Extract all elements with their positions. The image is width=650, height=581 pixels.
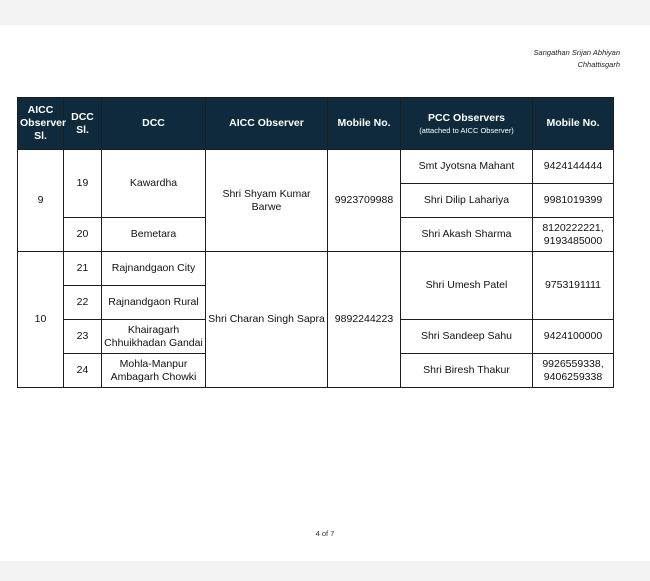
col-pcc-title: PCC Observers bbox=[427, 111, 506, 124]
viewer-top-band bbox=[0, 0, 650, 25]
dcc-name-cell: Kawardha bbox=[102, 150, 206, 218]
dcc-name-cell: Rajnandgaon City bbox=[102, 252, 206, 286]
pcc-mobile-cell: 9981019399 bbox=[533, 184, 614, 218]
header-line-2: Chhattisgarh bbox=[577, 60, 620, 69]
pcc-mobile-cell: 8120222221, 9193485000 bbox=[533, 218, 614, 252]
page-number: 4 of 7 bbox=[315, 529, 335, 538]
col-pcc-observers bbox=[401, 98, 533, 150]
page-header bbox=[534, 47, 620, 71]
dcc-name-cell: Mohla-Manpur Ambagarh Chowki bbox=[102, 354, 206, 388]
pcc-mobile-cell: 9424144444 bbox=[533, 150, 614, 184]
dcc-sl-cell: 19 bbox=[64, 150, 102, 218]
dcc-name-cell: Rajnandgaon Rural bbox=[102, 286, 206, 320]
document-page bbox=[0, 25, 650, 561]
col-pcc-note: (attached to AICC Observer) bbox=[419, 125, 514, 135]
pcc-mobile-cell: 9424100000 bbox=[533, 320, 614, 354]
pcc-observer-cell: Shri Umesh Patel bbox=[401, 252, 533, 320]
col-mobile: Mobile No. bbox=[328, 98, 401, 150]
pcc-observer-cell: Shri Biresh Thakur bbox=[401, 354, 533, 388]
viewer-bottom-band bbox=[0, 561, 650, 581]
aicc-observer-cell: Shri Shyam Kumar Barwe bbox=[206, 150, 328, 252]
dcc-name-cell: Bemetara bbox=[102, 218, 206, 252]
dcc-name-cell: Khairagarh Chhuikhadan Gandai bbox=[102, 320, 206, 354]
col-aicc-sl: AICC Observer Sl. bbox=[18, 98, 64, 150]
pcc-observer-cell: Shri Dilip Lahariya bbox=[401, 184, 533, 218]
col-aicc-observer: AICC Observer bbox=[206, 98, 328, 150]
header-line-1: Sangathan Srijan Abhiyan bbox=[533, 48, 620, 57]
aicc-mobile-cell: 9892244223 bbox=[328, 252, 401, 388]
table-row bbox=[18, 150, 614, 184]
col-dcc: DCC bbox=[102, 98, 206, 150]
aicc-sl-cell: 10 bbox=[18, 252, 64, 388]
aicc-observer-cell: Shri Charan Singh Sapra bbox=[206, 252, 328, 388]
pcc-mobile-cell: 9753191111 bbox=[533, 252, 614, 320]
dcc-sl-cell: 20 bbox=[64, 218, 102, 252]
dcc-sl-cell: 23 bbox=[64, 320, 102, 354]
pcc-observer-cell: Shri Sandeep Sahu bbox=[401, 320, 533, 354]
pcc-observer-cell: Shri Akash Sharma bbox=[401, 218, 533, 252]
aicc-mobile-cell: 9923709988 bbox=[328, 150, 401, 252]
pcc-observer-cell: Smt Jyotsna Mahant bbox=[401, 150, 533, 184]
aicc-sl-cell: 9 bbox=[18, 150, 64, 252]
table-row bbox=[18, 252, 614, 286]
col-pcc-mobile: Mobile No. bbox=[533, 98, 614, 150]
dcc-sl-cell: 24 bbox=[64, 354, 102, 388]
observers-table bbox=[17, 97, 614, 388]
table-header-row bbox=[18, 98, 614, 150]
dcc-sl-cell: 21 bbox=[64, 252, 102, 286]
dcc-sl-cell: 22 bbox=[64, 286, 102, 320]
col-dcc-sl: DCC Sl. bbox=[64, 98, 102, 150]
pcc-mobile-cell: 9926559338, 9406259338 bbox=[533, 354, 614, 388]
